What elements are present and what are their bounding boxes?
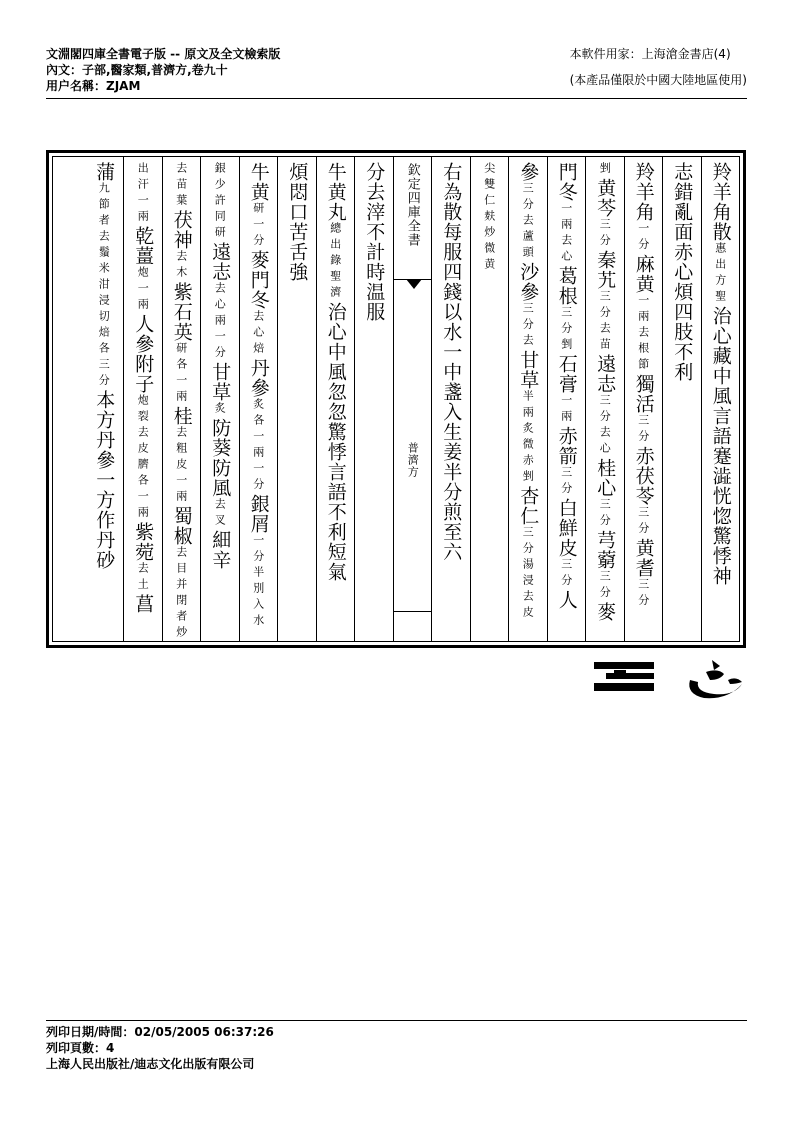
main-text: 銀屑 — [247, 494, 270, 534]
annotation-text: 三分湯浸去皮 — [521, 526, 535, 622]
annotation-text: 去苗葉 — [174, 162, 188, 210]
main-text: 門冬 — [555, 162, 578, 202]
main-text: 赤茯苓 — [632, 446, 655, 506]
print-pages: 列印頁數：4 — [46, 1041, 115, 1055]
main-text: 甘草 — [517, 350, 540, 390]
text-column — [585, 157, 624, 641]
text-column — [162, 157, 201, 641]
annotation-text: 去叉 — [213, 498, 227, 530]
header-licensee: 本軟件用家：上海滄金書店(4) — [569, 47, 731, 61]
annotation-text: 研各一兩 — [174, 342, 188, 406]
annotation-text: 三分 — [636, 506, 650, 538]
main-text: 芎藭 — [594, 530, 617, 570]
main-text: 遠志 — [594, 354, 617, 394]
annotation-text: 一兩去心 — [559, 202, 573, 266]
main-text: 本方丹參一方作丹砂 — [93, 390, 116, 570]
main-text: 黄芩 — [594, 178, 617, 218]
annotation-text: 三分剉 — [559, 306, 573, 354]
main-text: 防葵 — [209, 418, 232, 458]
fish-tail-icon — [406, 279, 422, 289]
annotation-text: 三分 — [598, 498, 612, 530]
main-text: 煩悶口苦舌強 — [286, 162, 309, 282]
annotation-text: 三分 — [598, 218, 612, 250]
annotation-text: 總出錄聖濟 — [328, 222, 342, 302]
text-column — [316, 157, 355, 641]
annotation-text: 三分去苗 — [598, 290, 612, 354]
main-text: 牛黄 — [247, 162, 270, 202]
main-text: 參 — [517, 162, 540, 182]
banner-column — [393, 157, 432, 641]
book-title: 欽定四庫全書 — [404, 163, 420, 247]
text-column — [508, 157, 547, 641]
main-text: 右為散每服四錢以水一中盞入生姜半分煎至六 — [440, 162, 463, 562]
header-title: 文淵閣四庫全書電子版 -- 原文及全文檢索版 — [46, 47, 281, 61]
main-text: 人參 — [132, 314, 155, 354]
main-text: 桂 — [170, 406, 193, 426]
main-text: 防風 — [209, 458, 232, 498]
header-rule — [46, 98, 747, 99]
main-text: 獨活 — [632, 374, 655, 414]
main-text: 紫菀 — [132, 522, 155, 562]
annotation-text: 炙 — [213, 402, 227, 418]
main-text: 遠志 — [209, 242, 232, 282]
header-left — [46, 46, 280, 94]
annotation-text: 三分去 — [521, 302, 535, 350]
annotation-text: 三分 — [559, 466, 573, 498]
annotation-text: 研一分 — [251, 202, 265, 250]
annotation-text: 半兩炙微赤剉 — [521, 390, 535, 486]
main-text: 秦艽 — [594, 250, 617, 290]
annotation-text: 三分去蘆頭 — [521, 182, 535, 262]
text-column — [123, 157, 162, 641]
main-text: 白鮮皮 — [555, 498, 578, 558]
main-text: 麥 — [594, 602, 617, 622]
main-text: 蜀椒 — [170, 506, 193, 546]
annotation-text: 三分去心 — [598, 394, 612, 458]
main-text: 牛黄丸 — [324, 162, 347, 222]
annotation-text: 一兩 — [559, 394, 573, 426]
annotation-text: 炮一兩 — [136, 266, 150, 314]
annotation-text: 九節者去鬚米泔浸切焙各三分 — [97, 182, 111, 390]
banner-bottom-line — [394, 611, 432, 612]
text-column — [470, 157, 509, 641]
text-column — [624, 157, 663, 641]
main-text: 治心中風忽忽驚悸言語不利短氣 — [324, 302, 347, 582]
annotation-text: 三分 — [636, 578, 650, 610]
text-column — [200, 157, 239, 641]
annotation-text: 去心兩一分 — [213, 282, 227, 362]
annotation-text: 一兩去根節 — [636, 294, 650, 374]
header-user: 用户名稱：ZJAM — [46, 79, 141, 93]
text-column — [547, 157, 586, 641]
annotation-text: 炙各一兩一分 — [251, 398, 265, 494]
main-text: 桂心 — [594, 458, 617, 498]
annotation-text: 出汗一兩 — [136, 162, 150, 226]
seal-right-icon — [684, 658, 746, 702]
main-text: 羚羊角散 — [709, 162, 732, 242]
main-text: 沙參 — [517, 262, 540, 302]
header-section: 內文：子部,醫家類,普濟方,卷九十 — [46, 63, 228, 77]
annotation-text: 去木 — [174, 250, 188, 282]
footer — [46, 1024, 274, 1072]
main-text: 細辛 — [209, 530, 232, 570]
annotation-text: 一分 — [636, 222, 650, 254]
annotation-text: 去土 — [136, 562, 150, 594]
annotation-text: 三分 — [636, 414, 650, 446]
main-text: 乾薑 — [132, 226, 155, 266]
main-text: 杏仁 — [517, 486, 540, 526]
annotation-text: 去目并閉者炒 — [174, 546, 188, 642]
annotation-text: 炮裂去皮臍各一兩 — [136, 394, 150, 522]
main-text: 茯神 — [170, 210, 193, 250]
text-column — [354, 157, 393, 641]
text-column — [277, 157, 316, 641]
print-datetime: 列印日期/時間：02/05/2005 06:37:26 — [46, 1025, 274, 1039]
text-column — [239, 157, 278, 641]
main-text: 志錯亂面赤心煩四肢不利 — [671, 162, 694, 382]
main-text: 丹參 — [247, 358, 270, 398]
main-text: 赤箭 — [555, 426, 578, 466]
footer-rule — [46, 1020, 747, 1021]
seal-left-icon — [592, 658, 664, 698]
annotation-text: 剉 — [598, 162, 612, 178]
annotation-text: 尖雙仁麸炒微黄 — [482, 162, 496, 274]
main-text: 分去滓不計時温服 — [363, 162, 386, 322]
main-text: 蒲 — [93, 162, 116, 182]
text-columns — [52, 156, 740, 642]
main-text: 石膏 — [555, 354, 578, 394]
text-column — [701, 157, 740, 641]
publisher: 上海人民出版社/迪志文化出版有限公司 — [46, 1057, 255, 1071]
main-text: 紫石英 — [170, 282, 193, 342]
annotation-text: 三分 — [598, 570, 612, 602]
main-text: 麥門冬 — [247, 250, 270, 310]
text-column — [662, 157, 701, 641]
header-right — [570, 46, 747, 88]
main-text: 甘草 — [209, 362, 232, 402]
header-region-note: (本產品僅限於中國大陸地區使用) — [569, 73, 747, 87]
main-text: 菖 — [132, 594, 155, 614]
main-text: 附子 — [132, 354, 155, 394]
annotation-text: 銀少許同研 — [213, 162, 227, 242]
main-text: 人 — [555, 590, 578, 610]
main-text: 黄耆 — [632, 538, 655, 578]
annotation-text: 一分半別入水 — [251, 534, 265, 630]
main-text: 葛根 — [555, 266, 578, 306]
main-text: 羚羊角 — [632, 162, 655, 222]
main-text: 治心藏中風言語蹇澁恍惚驚悸神 — [709, 306, 732, 586]
text-column — [431, 157, 470, 641]
annotation-text: 去粗皮一兩 — [174, 426, 188, 506]
text-column — [85, 157, 124, 641]
section-title: 普濟方 — [406, 442, 420, 478]
main-text: 麻黄 — [632, 254, 655, 294]
annotation-text: 去心焙 — [251, 310, 265, 358]
annotation-text: 三分 — [559, 558, 573, 590]
page-frame — [46, 150, 746, 648]
annotation-text: 惠出方聖 — [713, 242, 727, 306]
